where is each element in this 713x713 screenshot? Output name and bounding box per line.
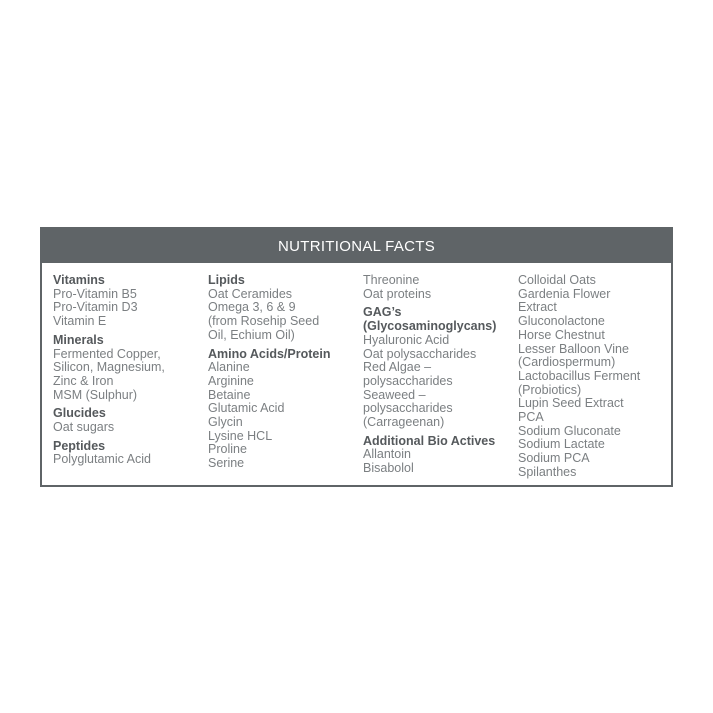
ingredient-item: Bisabolol [363, 461, 414, 476]
facts-section [53, 334, 205, 403]
ingredient-item: Oil, Echium Oil) [208, 327, 295, 342]
ingredient-item: Oat Ceramides [208, 286, 293, 301]
section-heading: GAG’s [363, 305, 402, 320]
nutritional-facts-panel [40, 227, 673, 487]
section-heading: Vitamins [53, 273, 105, 287]
ingredient-item: Glycin [208, 415, 243, 430]
panel-title: NUTRITIONAL FACTS [42, 229, 671, 263]
ingredient-item: polysaccharides [363, 401, 453, 416]
ingredient-item: Sodium Gluconate [518, 423, 621, 438]
facts-section [53, 274, 205, 329]
ingredient-item: Oat proteins [363, 286, 432, 301]
facts-section [363, 274, 515, 301]
ingredient-item: Alanine [208, 360, 250, 375]
ingredient-item: Sodium Lactate [518, 437, 605, 452]
ingredient-item: (from Rosehip Seed [208, 314, 320, 329]
section-heading: Amino Acids/Protein [208, 346, 331, 361]
ingredient-item: Pro-Vitamin D3 [53, 300, 138, 315]
ingredient-item: (Probiotics) [518, 382, 582, 397]
facts-section [53, 407, 205, 434]
facts-section [518, 274, 670, 480]
facts-section [208, 348, 360, 471]
ingredient-item: Hyaluronic Acid [363, 332, 450, 347]
ingredient-item: Allantoin [363, 447, 411, 462]
ingredient-item: Lupin Seed Extract [518, 396, 624, 411]
facts-section [363, 306, 515, 429]
ingredient-item: (Carrageenan) [363, 415, 445, 430]
ingredient-item: Glutamic Acid [208, 401, 285, 416]
facts-section [53, 440, 205, 467]
ingredient-item: Extract [518, 300, 557, 315]
facts-section [208, 274, 360, 343]
ingredient-item: Lysine HCL [208, 428, 273, 443]
ingredient-item: Omega 3, 6 & 9 [208, 300, 296, 315]
ingredient-item: Silicon, Magnesium, [53, 360, 165, 375]
section-heading: Lipids [208, 273, 245, 287]
ingredient-item: (Cardiospermum) [518, 355, 616, 370]
ingredient-item: Lactobacillus Ferment [518, 368, 641, 383]
section-heading: Minerals [53, 332, 104, 347]
ingredient-item: Gardenia Flower [518, 286, 611, 301]
column-2 [208, 274, 360, 471]
ingredient-item: Horse Chestnut [518, 327, 605, 342]
ingredient-item: Betaine [208, 387, 251, 402]
ingredient-item: polysaccharides [363, 373, 453, 388]
ingredient-item: Pro-Vitamin B5 [53, 286, 137, 301]
ingredient-item: Arginine [208, 373, 254, 388]
ingredient-item: Fermented Copper, [53, 346, 161, 361]
ingredient-item: Lesser Balloon Vine [518, 341, 629, 356]
facts-section [363, 435, 515, 476]
section-heading: Glucides [53, 406, 106, 421]
column-4 [518, 274, 670, 480]
ingredient-item: Gluconolactone [518, 314, 605, 329]
columns-container [42, 274, 671, 479]
ingredient-item: Sodium PCA [518, 451, 590, 466]
ingredient-item: Oat sugars [53, 420, 115, 435]
section-heading: Additional Bio Actives [363, 433, 496, 448]
ingredient-item: Red Algae – [363, 360, 432, 375]
column-3 [363, 274, 515, 476]
ingredient-item: Vitamin E [53, 314, 107, 329]
ingredient-item: Polyglutamic Acid [53, 452, 151, 467]
ingredient-item: Proline [208, 442, 247, 457]
ingredient-item: MSM (Sulphur) [53, 387, 138, 402]
ingredient-item: Zinc & Iron [53, 373, 114, 388]
ingredient-item: Oat polysaccharides [363, 346, 477, 361]
section-heading-continued: (Glycosaminoglycans) [363, 319, 497, 334]
ingredient-item: Colloidal Oats [518, 273, 596, 287]
ingredient-item: Spilanthes [518, 464, 577, 479]
column-1 [53, 274, 205, 467]
ingredient-item: Serine [208, 456, 245, 471]
ingredient-item: Seaweed – [363, 387, 426, 402]
ingredient-item: PCA [518, 410, 544, 425]
ingredient-item: Threonine [363, 273, 420, 287]
section-heading: Peptides [53, 438, 106, 453]
